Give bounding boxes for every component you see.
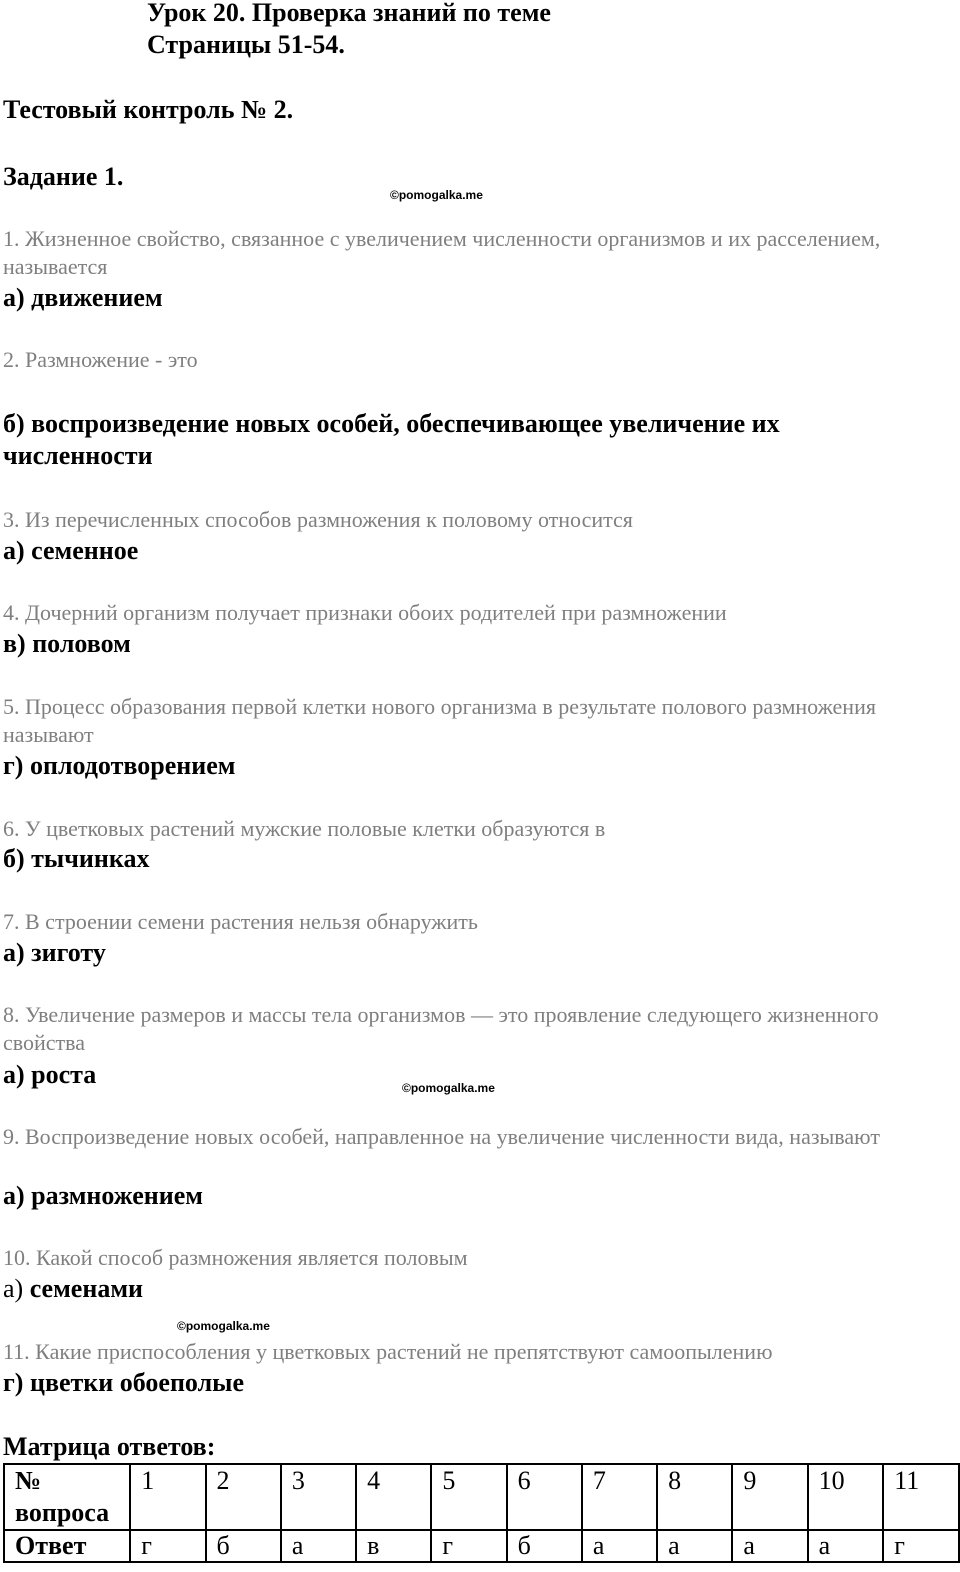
matrix-cell-number: 11 bbox=[883, 1464, 959, 1530]
answer-text: б) тычинках bbox=[3, 844, 150, 873]
watermark: ©pomogalka.me bbox=[177, 1319, 270, 1333]
matrix-cell-answer: б bbox=[507, 1530, 582, 1562]
question-text: 8. Увеличение размеров и массы тела организмов — это проявление следующего жизненного свойства bbox=[3, 1002, 879, 1055]
matrix-cell-answer: г bbox=[130, 1530, 205, 1562]
matrix-cell-number: 8 bbox=[657, 1464, 732, 1530]
matrix-cell-number: 10 bbox=[808, 1464, 884, 1530]
matrix-title: Матрица ответов: bbox=[3, 1432, 216, 1461]
question-text: 6. У цветковых растений мужские половые клетки образуются в bbox=[3, 816, 606, 841]
matrix-cell-answer: г bbox=[431, 1530, 506, 1562]
matrix-row-numbers bbox=[4, 1464, 959, 1530]
matrix-cell-answer: а bbox=[808, 1530, 884, 1562]
matrix-cell-number: 1 bbox=[130, 1464, 205, 1530]
page-title-line2: Страницы 51-54. bbox=[147, 30, 345, 59]
matrix-row-answers bbox=[4, 1530, 959, 1562]
answer-text: а) движением bbox=[3, 283, 163, 312]
test-title: Тестовый контроль № 2. bbox=[3, 95, 294, 124]
question-text: 7. В строении семени растения нельзя обнаружить bbox=[3, 909, 478, 934]
matrix-cell-number: 4 bbox=[356, 1464, 431, 1530]
answer-text: а) семенное bbox=[3, 536, 139, 565]
matrix-cell-answer: в bbox=[356, 1530, 431, 1562]
matrix-row2-label: Ответ bbox=[4, 1530, 130, 1562]
matrix-cell-number: 9 bbox=[732, 1464, 807, 1530]
answer-matrix-table bbox=[3, 1463, 960, 1563]
answer-prefix: а) bbox=[3, 1274, 24, 1303]
matrix-cell-number: 6 bbox=[507, 1464, 582, 1530]
answer-text: а) зиготу bbox=[3, 938, 106, 967]
matrix-cell-answer: а bbox=[281, 1530, 356, 1562]
question-text: 4. Дочерний организм получает признаки обоих родителей при размножении bbox=[3, 600, 727, 625]
answer-value: семенами bbox=[29, 1274, 144, 1303]
matrix-cell-number: 5 bbox=[431, 1464, 506, 1530]
watermark: ©pomogalka.me bbox=[390, 188, 483, 202]
question-text: 1. Жизненное свойство, связанное с увеличением численности организмов и их расселением, называется bbox=[3, 226, 881, 279]
answer-text: г) оплодотворением bbox=[3, 751, 236, 780]
question-text: 10. Какой способ размножения является половым bbox=[3, 1245, 468, 1270]
matrix-cell-answer: б bbox=[206, 1530, 281, 1562]
question-text: 2. Размножение - это bbox=[3, 347, 198, 372]
question-text: 5. Процесс образования первой клетки нового организма в результате полового размножения называют bbox=[3, 694, 876, 747]
matrix-cell-answer: а bbox=[657, 1530, 732, 1562]
matrix-cell-number: 3 bbox=[281, 1464, 356, 1530]
matrix-cell-answer: а bbox=[582, 1530, 657, 1562]
question-text: 11. Какие приспособления у цветковых растений не препятствуют самоопылению bbox=[3, 1339, 773, 1364]
task-title: Задание 1. bbox=[3, 162, 124, 191]
answer-text: в) половом bbox=[3, 629, 131, 658]
matrix-cell-answer: а bbox=[732, 1530, 807, 1562]
matrix-cell-number: 7 bbox=[582, 1464, 657, 1530]
answer-text: а) размножением bbox=[3, 1181, 204, 1210]
watermark: ©pomogalka.me bbox=[402, 1081, 495, 1095]
matrix-cell-number: 2 bbox=[206, 1464, 281, 1530]
answer-text: б) воспроизведение новых особей, обеспечивающее увеличение их численности bbox=[3, 409, 780, 470]
answer-text bbox=[3, 1273, 903, 1305]
page-title-line1: Урок 20. Проверка знаний по теме bbox=[147, 0, 551, 27]
question-text: 9. Воспроизведение новых особей, направленное на увеличение численности вида, называют bbox=[3, 1124, 880, 1149]
question-text: 3. Из перечисленных способов размножения к половому относится bbox=[3, 507, 633, 532]
matrix-row1-label: № вопроса bbox=[4, 1464, 130, 1530]
answer-text: г) цветки обоеполые bbox=[3, 1368, 245, 1397]
answer-text: а) роста bbox=[3, 1060, 97, 1089]
matrix-cell-answer: г bbox=[883, 1530, 959, 1562]
